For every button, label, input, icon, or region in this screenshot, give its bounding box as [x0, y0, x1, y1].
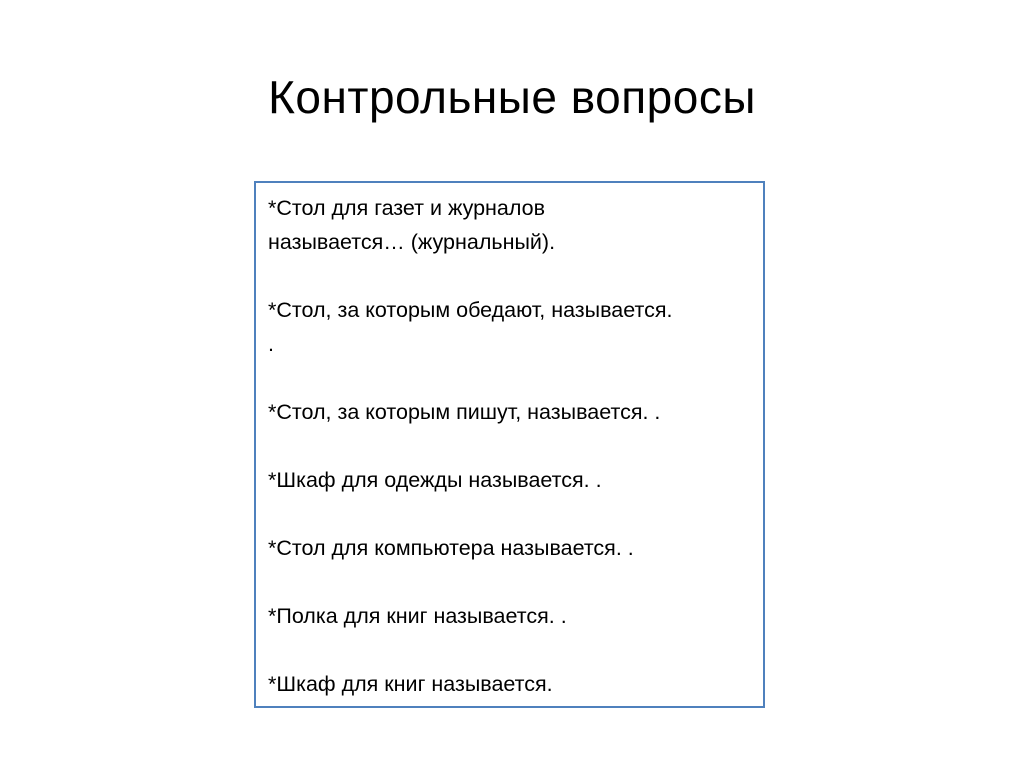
question-item	[268, 463, 757, 497]
question-item	[268, 531, 757, 565]
question-text-line: *Стол для газет и журналов	[268, 196, 546, 220]
questions-box	[254, 181, 765, 708]
question-text-line: *Стол для компьютера называется. .	[268, 536, 634, 560]
question-item	[268, 667, 757, 701]
question-item	[268, 293, 757, 361]
questions-list	[268, 191, 757, 701]
question-item	[268, 395, 757, 429]
question-text-line: *Шкаф для книг называется.	[268, 672, 553, 696]
question-text-line: называется… (журнальный).	[268, 230, 556, 254]
question-text-line: *Стол, за которым обедают, называется.	[268, 298, 673, 322]
question-item	[268, 599, 757, 633]
slide-title: Контрольные вопросы	[268, 71, 756, 123]
question-item	[268, 191, 757, 259]
question-text-line: .	[268, 332, 274, 356]
question-text-line: *Стол, за которым пишут, называется. .	[268, 400, 661, 424]
question-text-line: *Шкаф для одежды называется. .	[268, 468, 602, 492]
question-text-line: *Полка для книг называется. .	[268, 604, 567, 628]
